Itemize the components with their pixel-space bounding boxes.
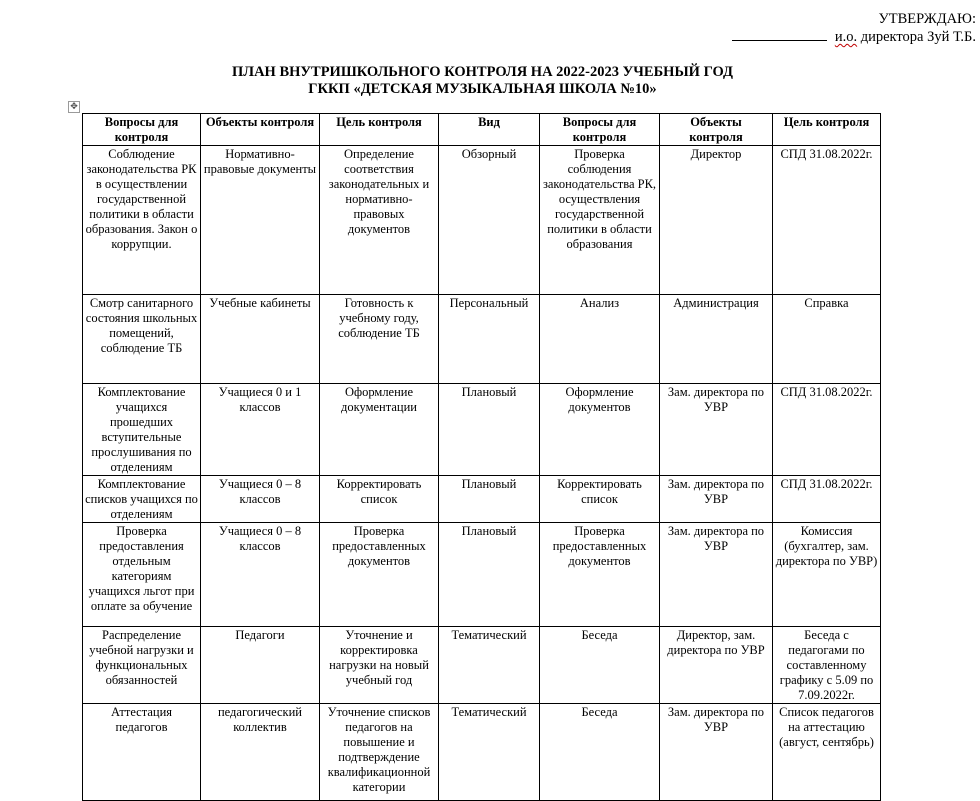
table-cell: Директор, зам. директора по УВР bbox=[660, 627, 773, 704]
table-row bbox=[83, 627, 881, 704]
table-cell: Распределение учебной нагрузки и функциональных обязанностей bbox=[83, 627, 201, 704]
table-cell: Персональный bbox=[439, 295, 540, 384]
table-row bbox=[83, 146, 881, 295]
header-cell: Цель контроля bbox=[773, 114, 881, 146]
table-cell: Беседа bbox=[540, 627, 660, 704]
approval-position: директора Зуй Т.Б. bbox=[860, 29, 976, 45]
table-row bbox=[83, 476, 881, 523]
table-move-handle-icon[interactable]: ✥ bbox=[68, 101, 80, 113]
table-cell: Нормативно-правовые документы bbox=[201, 146, 320, 295]
table-cell: Уточнение и корректировка нагрузки на новый учебный год bbox=[320, 627, 439, 704]
table-cell: СПД 31.08.2022г. bbox=[773, 146, 881, 295]
table-row bbox=[83, 295, 881, 384]
header-cell: Цель контроля bbox=[320, 114, 439, 146]
table-cell: Определение соответствия законодательных и нормативно-правовых документов bbox=[320, 146, 439, 295]
header-cell: Объекты контроля bbox=[201, 114, 320, 146]
approval-signature-line bbox=[732, 28, 976, 46]
document-title: ПЛАН ВНУТРИШКОЛЬНОГО КОНТРОЛЯ НА 2022-2023 УЧЕБНЫЙ ГОД bbox=[231, 64, 733, 80]
table-cell: Список педагогов на аттестацию (август, сентябрь) bbox=[773, 704, 881, 801]
header-cell: Объекты контроля bbox=[660, 114, 773, 146]
signature-blank bbox=[732, 28, 827, 41]
table-cell: Проверка соблюдения законодательства РК, осуществления государственной политики в области образования bbox=[540, 146, 660, 295]
table-cell: Плановый bbox=[439, 476, 540, 523]
table-cell: Проверка предоставления отдельным категориям учащихся льгот при оплате за обучение bbox=[83, 523, 201, 627]
table-cell: Тематический bbox=[439, 704, 540, 801]
table-cell: Зам. директора по УВР bbox=[660, 523, 773, 627]
table-cell: Проверка предоставленных документов bbox=[540, 523, 660, 627]
table-cell: Тематический bbox=[439, 627, 540, 704]
table-cell: Обзорный bbox=[439, 146, 540, 295]
approval-label: УТВЕРЖДАЮ: bbox=[878, 11, 976, 27]
table-cell: СПД 31.08.2022г. bbox=[773, 476, 881, 523]
table-cell: Справка bbox=[773, 295, 881, 384]
table-cell: Уточнение списков педагогов на повышение и подтверждение квалификационной категории bbox=[320, 704, 439, 801]
table-cell: Учебные кабинеты bbox=[201, 295, 320, 384]
table-cell: Беседа с педагогами по составленному графику с 5.09 по 7.09.2022г. bbox=[773, 627, 881, 704]
table-cell: Комплектование списков учащихся по отделениям bbox=[83, 476, 201, 523]
table-cell: Корректировать список bbox=[540, 476, 660, 523]
table-cell: Комиссия (бухгалтер, зам. директора по УВР) bbox=[773, 523, 881, 627]
table-cell: Плановый bbox=[439, 523, 540, 627]
table-cell: Учащиеся 0 – 8 классов bbox=[201, 523, 320, 627]
approval-block bbox=[732, 10, 976, 46]
table-row bbox=[83, 384, 881, 476]
table-cell: Корректировать список bbox=[320, 476, 439, 523]
table-cell: Проверка предоставленных документов bbox=[320, 523, 439, 627]
table-cell: Аттестация педагогов bbox=[83, 704, 201, 801]
table-row bbox=[83, 704, 881, 801]
table-cell: Плановый bbox=[439, 384, 540, 476]
table-cell: Оформление документации bbox=[320, 384, 439, 476]
table-cell: Беседа bbox=[540, 704, 660, 801]
document-subtitle: ГККП «ДЕТСКАЯ МУЗЫКАЛЬНАЯ ШКОЛА №10» bbox=[308, 81, 657, 97]
table-cell: Анализ bbox=[540, 295, 660, 384]
table-cell: Администрация bbox=[660, 295, 773, 384]
control-plan-table bbox=[82, 113, 881, 801]
table-cell: СПД 31.08.2022г. bbox=[773, 384, 881, 476]
table-cell: Зам. директора по УВР bbox=[660, 476, 773, 523]
table-cell: Учащиеся 0 – 8 классов bbox=[201, 476, 320, 523]
table-cell: Зам. директора по УВР bbox=[660, 384, 773, 476]
table-cell: Оформление документов bbox=[540, 384, 660, 476]
table-cell: Комплектование учащихся прошедших вступительные прослушивания по отделениям bbox=[83, 384, 201, 476]
table-cell: педагогический коллектив bbox=[201, 704, 320, 801]
table-header-row bbox=[83, 114, 881, 146]
table-cell: Соблюдение законодательства РК в осуществлении государственной политики в области образования. Закон о коррупции. bbox=[83, 146, 201, 295]
table-cell: Зам. директора по УВР bbox=[660, 704, 773, 801]
header-cell: Вопросы для контроля bbox=[83, 114, 201, 146]
table-cell: Учащиеся 0 и 1 классов bbox=[201, 384, 320, 476]
table-cell: Педагоги bbox=[201, 627, 320, 704]
header-cell: Вид bbox=[439, 114, 540, 146]
approval-position-abbrev: и.о. bbox=[834, 29, 858, 45]
header-cell: Вопросы для контроля bbox=[540, 114, 660, 146]
table-cell: Смотр санитарного состояния школьных помещений, соблюдение ТБ bbox=[83, 295, 201, 384]
table-cell: Директор bbox=[660, 146, 773, 295]
table-cell: Готовность к учебному году, соблюдение ТБ bbox=[320, 295, 439, 384]
table-row bbox=[83, 523, 881, 627]
